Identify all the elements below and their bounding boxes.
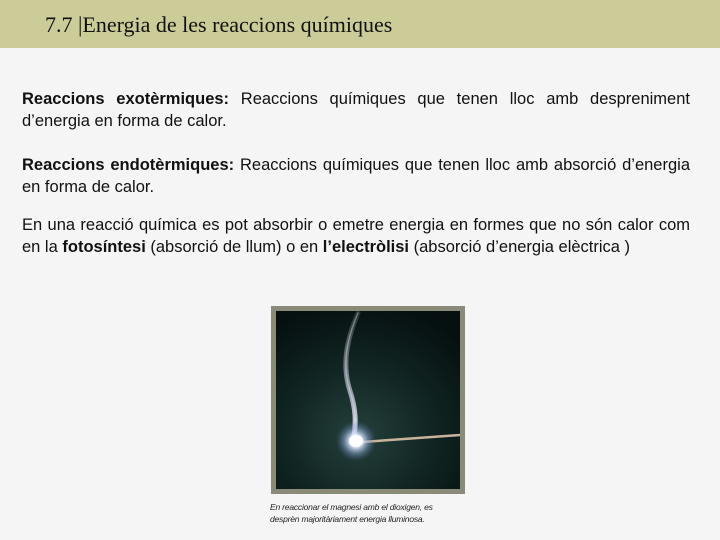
endothermic-paragraph <box>22 154 690 198</box>
energy-forms-text-2: (absorció de llum) o en <box>145 238 323 256</box>
endothermic-term: Reaccions endotèrmiques: <box>22 156 235 174</box>
magnesium-burning-photo <box>276 311 460 489</box>
flame-core <box>349 435 363 447</box>
title-bar <box>0 0 720 48</box>
photo-background <box>276 311 460 489</box>
energy-forms-text-3: (absorció d’energia elèctrica ) <box>409 238 631 256</box>
slide-title: 7.7 |Energia de les reaccions químiques <box>45 12 393 37</box>
energy-forms-paragraph <box>22 214 690 258</box>
exothermic-paragraph <box>22 88 690 132</box>
photosynthesis-term: fotosíntesi <box>62 238 146 256</box>
caption-line-1: En reaccionar el magnesi amb el dioxigen, es <box>270 502 433 512</box>
electrolysis-term: l’electròlisi <box>322 238 410 256</box>
endothermic-definition: Reaccions químiques que tenen lloc amb absorció d’energia en forma de calor. <box>22 156 690 196</box>
photo-caption <box>270 501 500 525</box>
exothermic-term: Reaccions exotèrmiques: <box>22 90 230 108</box>
exothermic-definition: Reaccions químiques que tenen lloc amb despreniment d’energia en forma de calor. <box>22 90 690 130</box>
caption-line-2: desprèn majoritàriament energia lluminosa. <box>270 514 425 524</box>
energy-forms-text-1: En una reacció química es pot absorbir o emetre energia en formes que no són calor com en la <box>22 216 690 256</box>
